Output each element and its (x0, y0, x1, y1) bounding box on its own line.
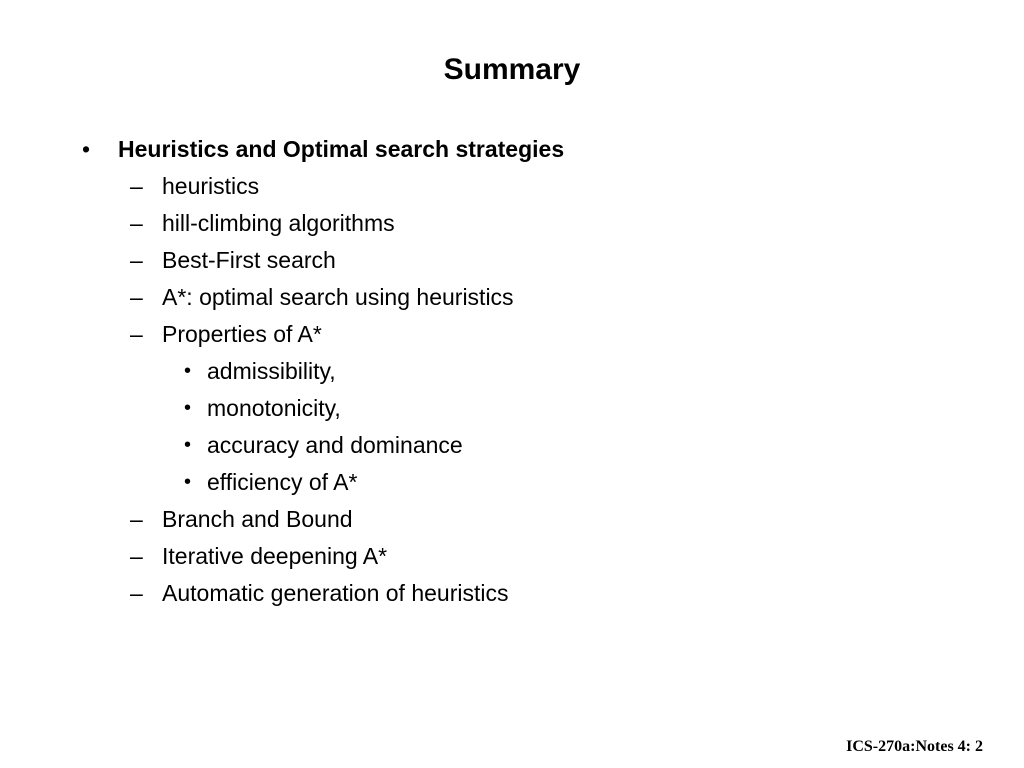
outline-subitem: efficiency of A* (207, 469, 358, 495)
outline-item: A*: optimal search using heuristics (162, 284, 514, 310)
outline-subitem: monotonicity, (207, 395, 341, 421)
bullet-marker: • (184, 434, 192, 456)
dash-marker: – (130, 173, 143, 199)
bullet-marker: • (82, 136, 91, 162)
outline-subitem: accuracy and dominance (207, 432, 463, 458)
dash-marker: – (130, 580, 143, 606)
slide-footer: ICS-270a:Notes 4: 2 (846, 738, 983, 755)
dash-marker: – (130, 543, 143, 569)
dash-marker: – (130, 321, 143, 347)
outline-item: Automatic generation of heuristics (162, 580, 509, 606)
outline-subitem: admissibility, (207, 358, 336, 384)
slide-title: Summary (443, 53, 581, 86)
outline-item: hill-climbing algorithms (162, 210, 395, 236)
bullet-marker: • (184, 360, 192, 382)
outline-item: Iterative deepening A* (162, 543, 388, 569)
dash-marker: – (130, 247, 143, 273)
dash-marker: – (130, 506, 143, 532)
bullet-marker: • (184, 471, 192, 493)
outline-item: Branch and Bound (162, 506, 353, 532)
outline-item: Best-First search (162, 247, 336, 273)
dash-marker: – (130, 210, 143, 236)
dash-marker: – (130, 284, 143, 310)
bullet-marker: • (184, 397, 192, 419)
outline-item: heuristics (162, 173, 260, 199)
outline-item: Properties of A* (162, 321, 322, 347)
outline-heading: Heuristics and Optimal search strategies (118, 136, 565, 162)
